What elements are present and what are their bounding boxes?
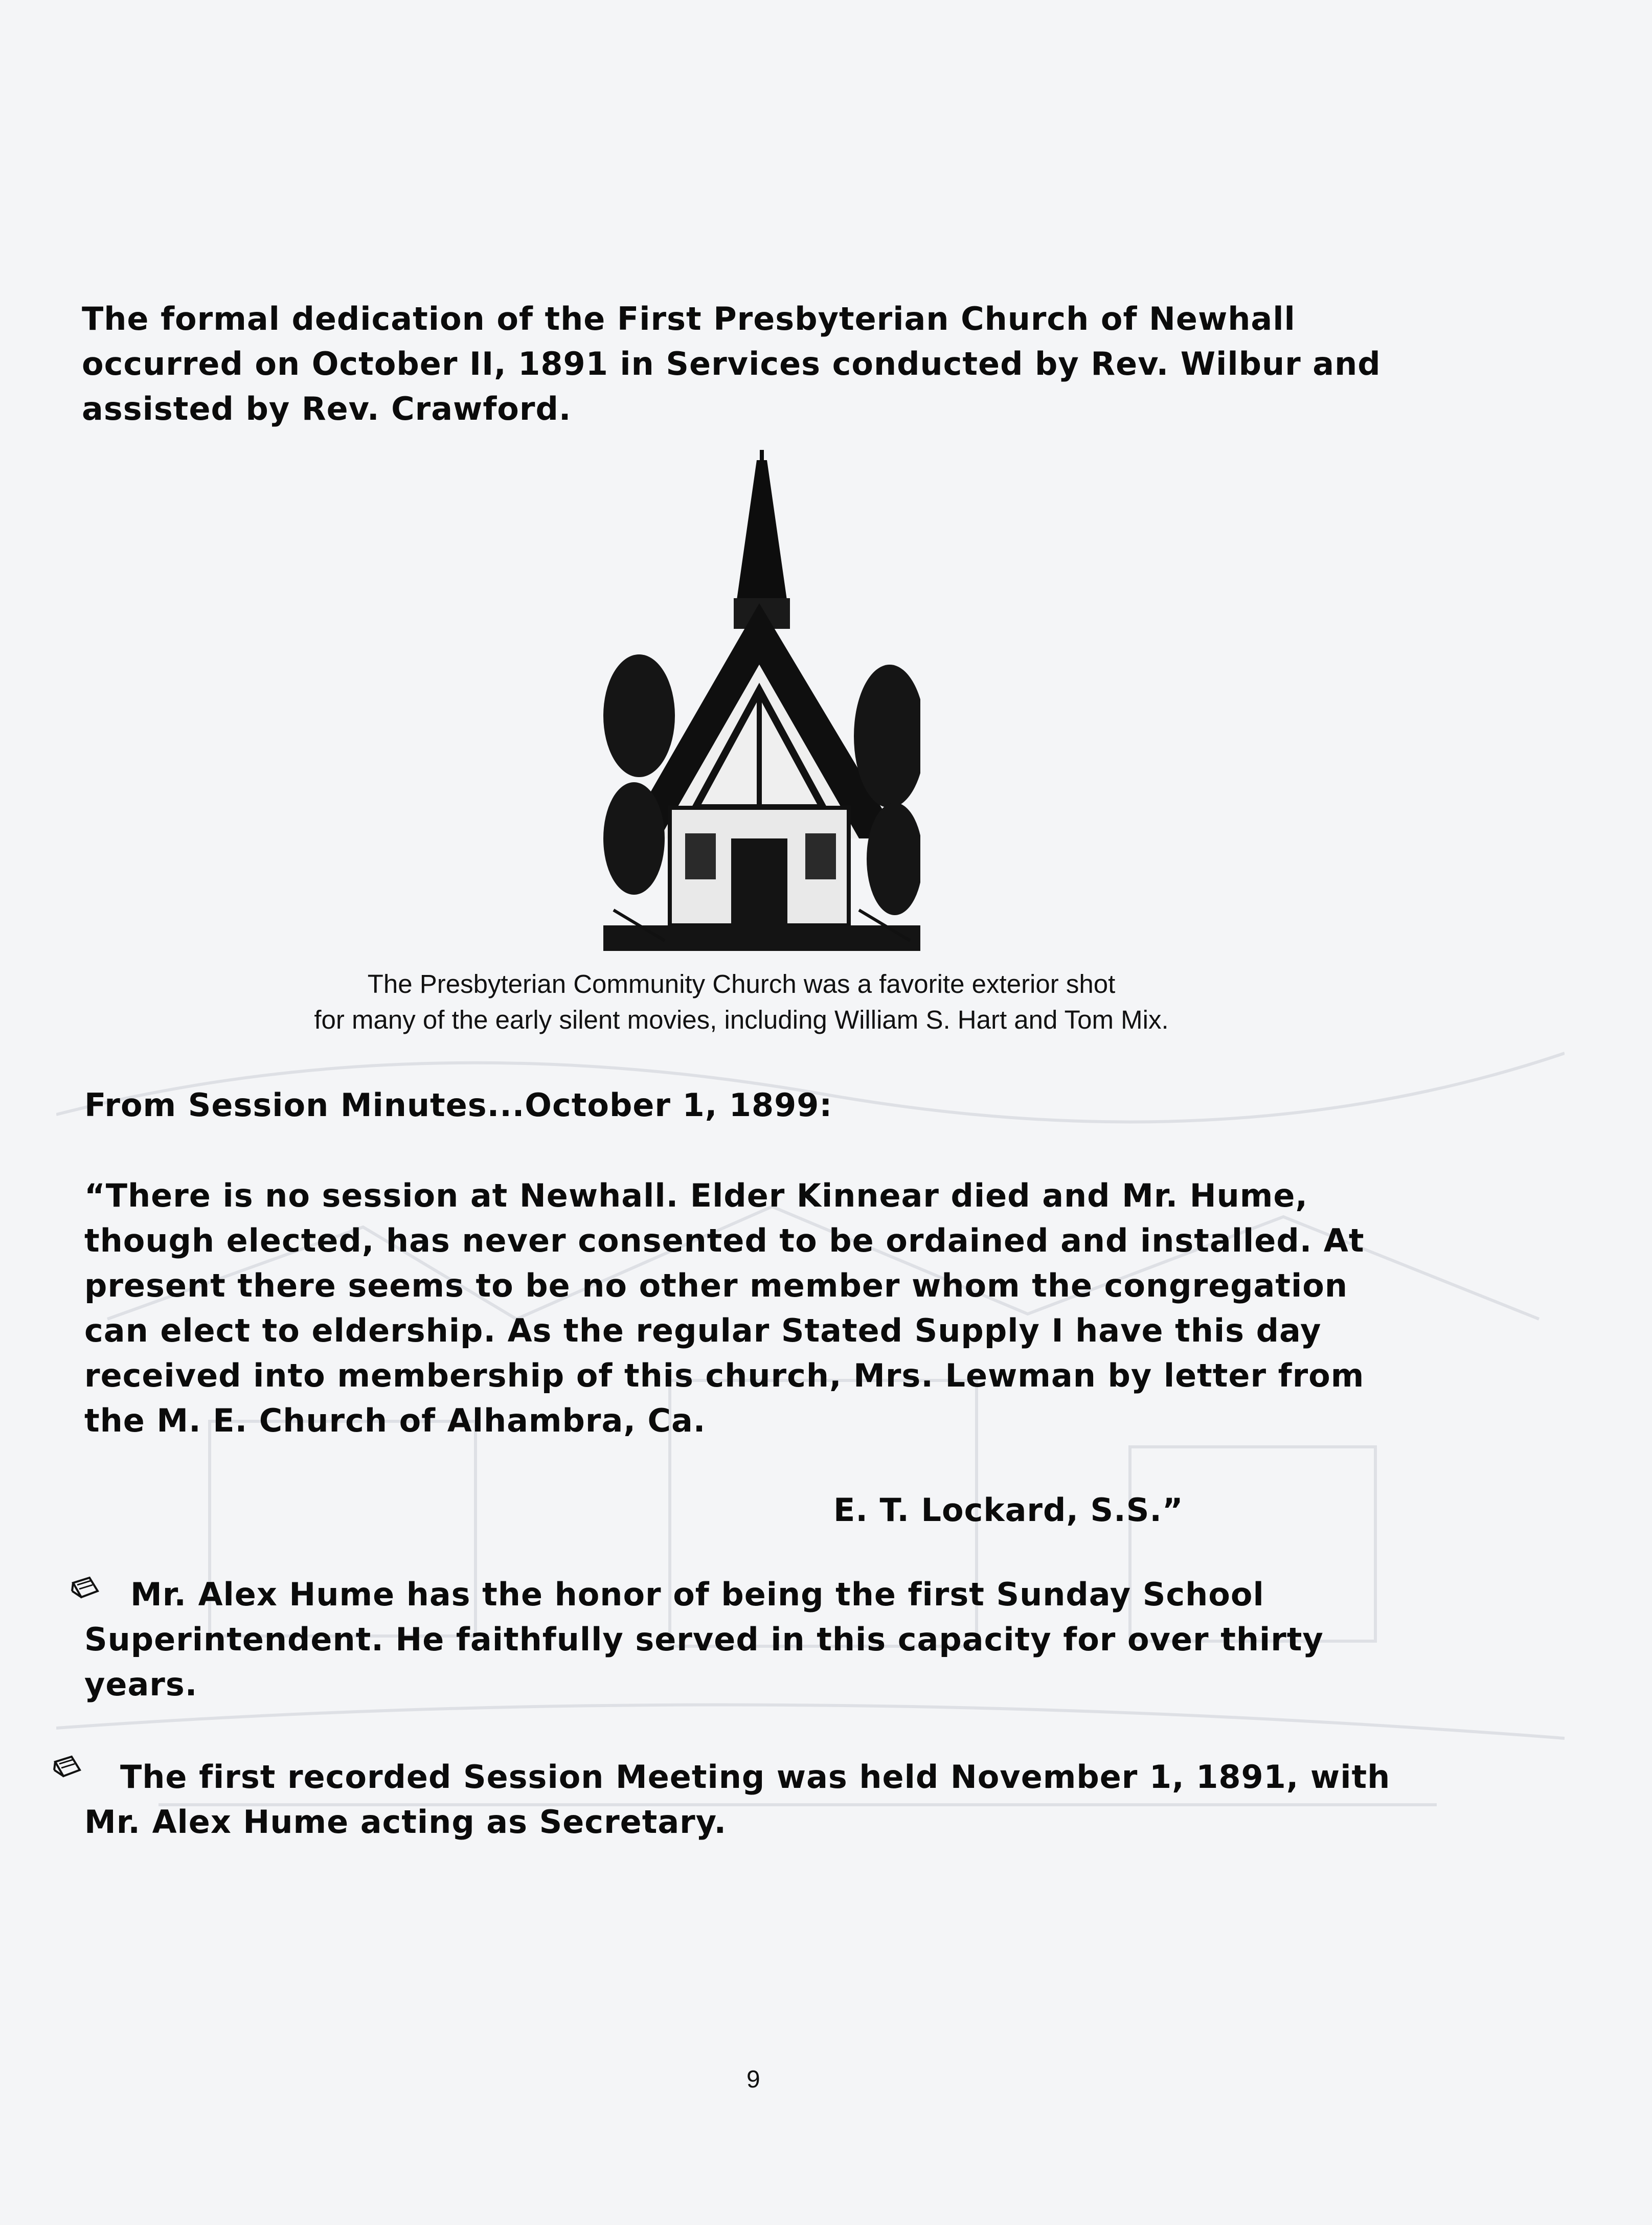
bullet-line: Mr. Alex Hume acting as Secretary. xyxy=(84,1803,727,1841)
bullet-line: years. xyxy=(84,1666,198,1703)
quote-line: received into membership of this church, Mrs. Lewman by letter from xyxy=(84,1357,1365,1394)
dedication-line: The formal dedication of the First Presbyterian Church of Newhall xyxy=(82,300,1296,337)
dedication-line: occurred on October II, 1891 in Services conducted by Rev. Wilbur and xyxy=(82,345,1381,382)
quote-line: though elected, has never consented to be ordained and installed. At xyxy=(84,1222,1365,1259)
session-quote xyxy=(84,1173,1364,1443)
book-icon xyxy=(51,1755,84,1779)
church-illustration xyxy=(603,450,920,951)
dedication-line: assisted by Rev. Crawford. xyxy=(82,390,572,427)
illustration-caption xyxy=(128,966,1355,1038)
dedication-paragraph xyxy=(82,297,1381,432)
quote-line: “There is no session at Newhall. Elder Kinnear died and Mr. Hume, xyxy=(84,1177,1308,1214)
bullet-line: Superintendent. He faithfully served in this capacity for over thirty xyxy=(84,1621,1324,1658)
bullet-item-session-meeting xyxy=(84,1755,1390,1845)
bullet-line: Mr. Alex Hume has the honor of being the first Sunday School xyxy=(130,1576,1264,1613)
bullet-line: The first recorded Session Meeting was held November 1, 1891, with xyxy=(120,1758,1391,1796)
session-heading: From Session Minutes...October 1, 1899: xyxy=(84,1086,833,1124)
caption-line: for many of the early silent movies, including William S. Hart and Tom Mix. xyxy=(314,1005,1169,1034)
quote-line: present there seems to be no other member whom the congregation xyxy=(84,1267,1348,1304)
signature: E. T. Lockard, S.S.” xyxy=(833,1491,1184,1529)
bullet-item-sunday-school xyxy=(84,1572,1324,1707)
quote-line: can elect to eldership. As the regular Stated Supply I have this day xyxy=(84,1312,1322,1349)
page-number: 9 xyxy=(746,2066,760,2093)
quote-line: the M. E. Church of Alhambra, Ca. xyxy=(84,1402,706,1439)
caption-line: The Presbyterian Community Church was a favorite exterior shot xyxy=(367,969,1116,998)
